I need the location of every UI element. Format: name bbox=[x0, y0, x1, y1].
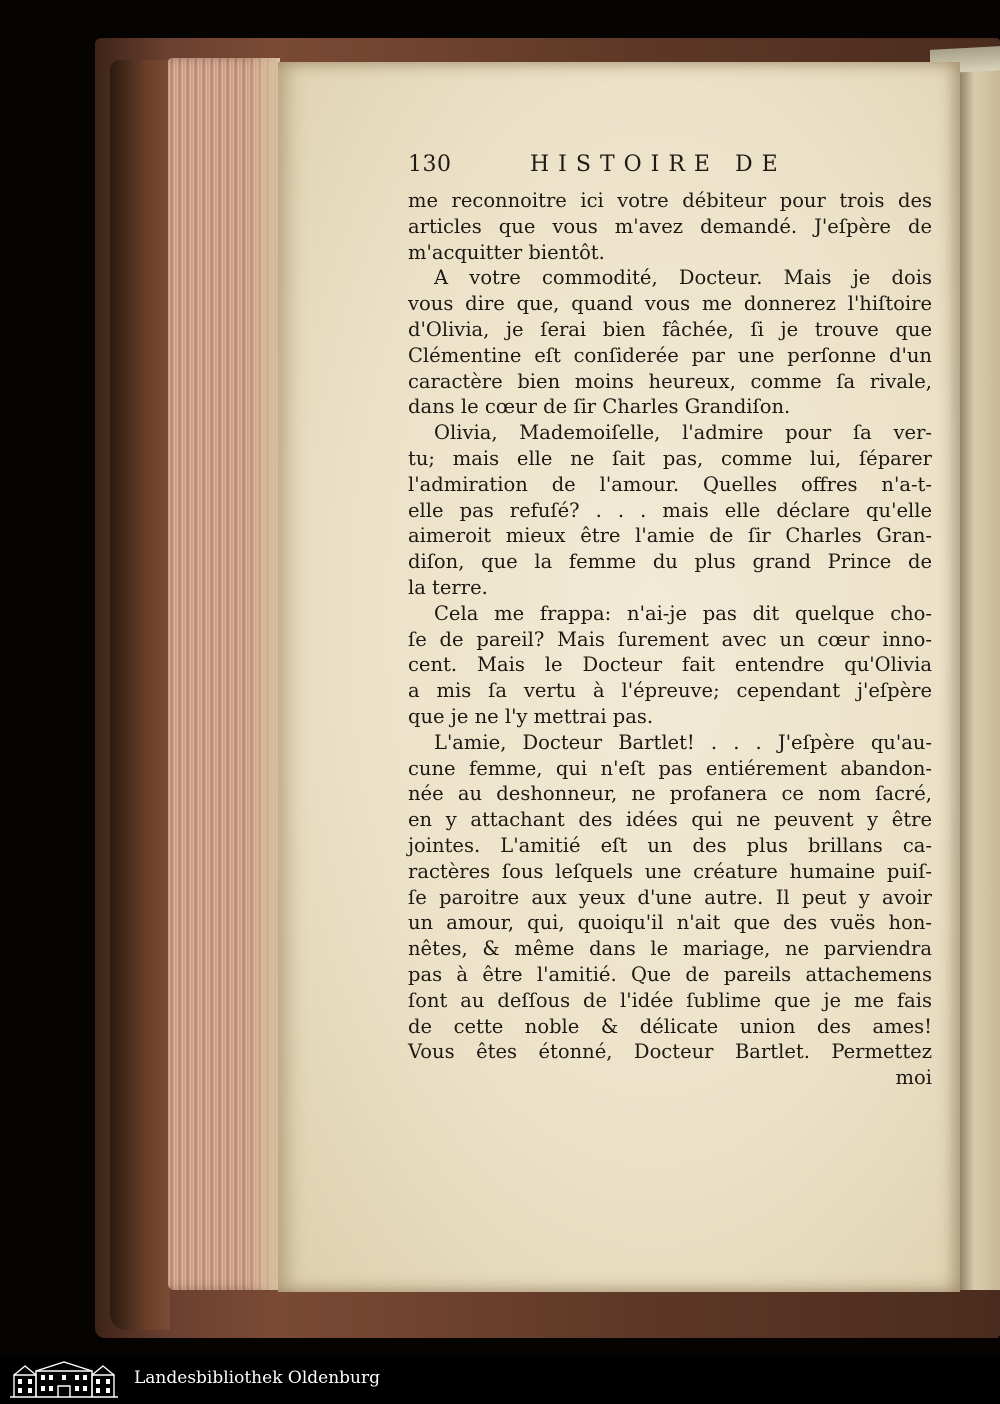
text-line: Cela me frappa: n'ai-je pas dit quelque cho- bbox=[434, 601, 932, 625]
text-line: articles que vous m'avez demandé. J'eſpère de bbox=[408, 214, 932, 238]
text-line: Clémentine eſt conſiderée par une perſonne d'un bbox=[408, 343, 932, 367]
text-line: m'acquitter bientôt. bbox=[408, 240, 605, 264]
text-line: jointes. L'amitié eſt un des plus brillans ca- bbox=[408, 833, 932, 857]
text-line: dans le cœur de ſir Charles Grandiſon. bbox=[408, 395, 791, 419]
text-line: a mis ſa vertu à l'épreuve; cependant j'eſpère bbox=[408, 679, 932, 703]
text-line: Olivia, Mademoiſelle, l'admire pour ſa ver- bbox=[434, 421, 932, 445]
text-line: l'admiration de l'amour. Quelles offres n'a-t- bbox=[408, 472, 932, 496]
library-name: Landesbibliothek Oldenburg bbox=[134, 1368, 381, 1388]
text-line: d'Olivia, je ſerai bien fâchée, ſi je trouve que bbox=[408, 317, 932, 341]
library-building-icon bbox=[8, 1359, 120, 1399]
text-line: tu; mais elle ne ſait pas, comme lui, ſéparer bbox=[408, 446, 932, 470]
text-line: cune femme, qui n'eſt pas entiérement abandon- bbox=[408, 756, 932, 780]
facing-page-edge bbox=[958, 70, 1000, 1290]
text-line: L'amie, Docteur Bartlet! . . . J'eſpère qu'au- bbox=[434, 730, 932, 754]
text-line: un amour, qui, quoiqu'il n'ait que des vuës hon- bbox=[408, 911, 932, 935]
text-line: née au deshonneur, ne profanera ce nom ſacré, bbox=[408, 782, 932, 806]
page-edges bbox=[168, 58, 280, 1290]
text-line: cent. Mais le Docteur fait entendre qu'Olivia bbox=[408, 653, 932, 677]
text-line: en y attachant des idées qui ne peuvent y être bbox=[408, 808, 932, 832]
text-line: ſont au deſſous de l'idée ſublime que je me fais bbox=[408, 988, 932, 1012]
text-line: ractères ſous leſquels une créature humaine puiſ- bbox=[408, 859, 932, 883]
text-line: pas à être l'amitié. Que de pareils attachemens bbox=[408, 962, 932, 986]
text-line: A votre commodité, Docteur. Mais je dois bbox=[434, 266, 932, 290]
text-line: de cette noble & délicate union des ames! bbox=[408, 1014, 932, 1038]
text-line: Vous êtes étonné, Docteur Bartlet. Permettez bbox=[408, 1040, 932, 1064]
page-number: 130 bbox=[408, 152, 452, 177]
text-line: ſe de pareil? Mais ſurement avec un cœur inno- bbox=[408, 627, 932, 651]
page-header bbox=[408, 150, 928, 184]
catchword: moi bbox=[895, 1066, 932, 1090]
text-line: la terre. bbox=[408, 575, 488, 599]
running-title: HISTOIRE DE bbox=[530, 152, 787, 177]
body-text bbox=[408, 188, 932, 1091]
text-line: que je ne l'y mettrai pas. bbox=[408, 704, 654, 728]
cover-spine-edge bbox=[110, 60, 170, 1330]
text-line: aimeroit mieux être l'amie de ſir Charles Gran- bbox=[408, 524, 932, 548]
text-line: ſe paroitre aux yeux d'une autre. Il peut y avoir bbox=[408, 885, 932, 909]
text-line: elle pas refuſé? . . . mais elle déclare qu'elle bbox=[408, 498, 932, 522]
text-line: me reconnoitre ici votre débiteur pour trois des bbox=[408, 189, 932, 212]
library-footer bbox=[0, 1355, 1000, 1404]
text-line: vous dire que, quand vous me donnerez l'hiſtoire bbox=[408, 292, 932, 316]
text-line: nêtes, & même dans le mariage, ne parviendra bbox=[408, 937, 932, 961]
text-line: caractère bien moins heureux, comme ſa rivale, bbox=[408, 369, 932, 393]
text-line: diſon, que la femme du plus grand Prince de bbox=[408, 550, 932, 574]
